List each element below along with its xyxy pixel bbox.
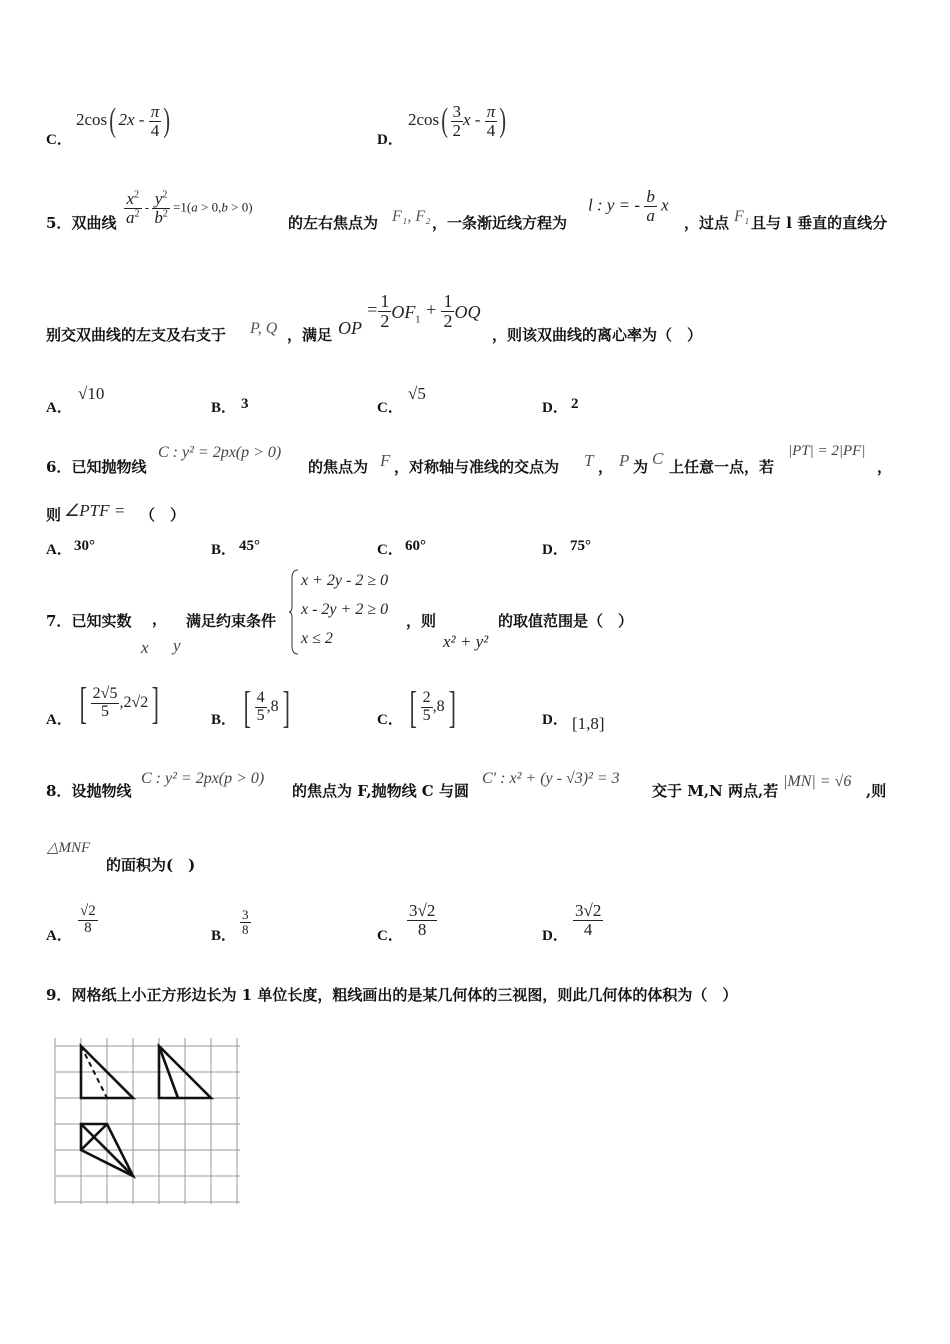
q5-option-d-label: D．: [542, 400, 568, 416]
q5-text-3: ，一条渐近线方程为: [432, 214, 568, 232]
q6-t: T: [584, 451, 594, 470]
q5-option-a-value: √10: [78, 384, 105, 403]
q5-asymptote: l : y = - $\frac{b}{a}$ x: [588, 187, 669, 225]
q5-text-4: ，过点: [684, 214, 730, 232]
q8-option-a-value: $\frac{√2}{8}$: [80, 903, 96, 936]
q8-options: [46, 900, 746, 954]
q6-text: 则: [46, 506, 62, 524]
q6-text: 已知抛物线: [71, 458, 147, 476]
q7-option-b-label: B．: [211, 712, 237, 728]
q8-text-5: 的面积为( ): [106, 856, 196, 874]
q7-line1: [46, 610, 131, 631]
question-number: 8．: [46, 782, 72, 800]
question-number: 6．: [46, 458, 72, 476]
q6-f: F: [380, 451, 391, 470]
q6-option-b-value: 45°: [239, 538, 260, 554]
q5-f1: F₁: [734, 208, 750, 225]
question-number: 9．: [46, 986, 72, 1004]
q8-text: 设抛物线: [71, 782, 132, 800]
prev-option-c-expr: 2cos( 2x - $\frac{\pi}{4}$ ): [76, 101, 171, 140]
q7-option-a-label: A．: [46, 712, 72, 728]
q6-option-d-value: 75°: [570, 538, 591, 554]
q7-text-2: ，: [152, 610, 168, 628]
q5-text-7: ，满足: [287, 326, 333, 344]
q5-text: 的左右焦点为: [288, 214, 379, 232]
q8-line1: [46, 780, 131, 801]
q6-p: P: [619, 451, 630, 470]
q6-text-3: ，对称轴与准线的交点为: [394, 458, 560, 476]
three-view-figure: [50, 1028, 244, 1212]
q6-option-a-value: 30°: [74, 538, 95, 554]
q7-var-x: x: [141, 638, 149, 657]
q9-line1: [46, 984, 737, 1005]
q5-text: 双曲线: [71, 214, 117, 232]
q7-constraint-3: x ≤ 2: [301, 630, 333, 647]
q7-text: 已知实数: [71, 612, 132, 630]
q8-text-3: 交于 M,N 两点,若: [652, 782, 779, 800]
option-label: C．: [46, 132, 72, 148]
q6-text-9: （ ）: [140, 506, 186, 524]
q7-option-a-value: [ $\frac{2√5}{5}$ ,2√2]: [79, 679, 160, 728]
q7-target: x² + y²: [443, 632, 489, 651]
question-number: 7．: [46, 612, 72, 630]
q7-option-b-value: [ $\frac{4}{5}$ ,8]: [243, 683, 290, 732]
q5-text-6: 别交双曲线的左支及右支于: [46, 326, 227, 344]
q8-option-c-label: C．: [377, 928, 403, 944]
q5-text-8: ，则该双曲线的离心率为（ ）: [492, 326, 703, 344]
q6-angle: ∠PTF =: [64, 501, 126, 520]
q5-text-5: 且与 l 垂直的直线分: [751, 214, 888, 232]
q6-option-c-label: C．: [377, 542, 403, 558]
q9-text: 网格纸上小正方形边长为 1 单位长度，粗线画出的是某几何体的三视图，则此几何体的体积为（ ）: [71, 986, 738, 1004]
q5-line1: [46, 186, 116, 236]
q5-vector-eq: OP = $\frac{1}{2}$ $OF_1$ + $\frac{1}{2}$ OQ: [338, 291, 481, 338]
q5-option-a-label: A．: [46, 400, 72, 416]
q8-option-c-value: $\frac{3√2}{8}$: [409, 901, 436, 939]
option-label: D．: [377, 132, 403, 148]
q6-text-6: 上任意一点，若: [669, 458, 775, 476]
q7-option-d-value: [1,8]: [572, 714, 605, 733]
q6-option-b-label: B．: [211, 542, 237, 558]
q8-circle-eq: C′ : x² + (y - √3)² = 3: [482, 770, 620, 787]
view-outlines: [81, 1046, 211, 1176]
q7-option-c-label: C．: [377, 712, 403, 728]
question-number: 5．: [46, 214, 72, 232]
q5-hyperbola-eq: $\frac{x^2}{a^2}$ - $\frac{y^2}{b^2}$ =1(a > 0,b > 0): [126, 189, 253, 227]
q6-line2: [46, 504, 61, 525]
q8-triangle: △MNF: [47, 840, 91, 856]
q7-constraint-brace: [288, 568, 300, 660]
q8-parabola-eq: C : y² = 2px(p > 0): [141, 770, 265, 787]
q6-text-5: 为: [633, 458, 649, 476]
q5-option-b-value: 3: [241, 396, 249, 412]
q6-text-4: ，: [598, 458, 614, 476]
three-view-grid: [50, 1028, 244, 1208]
q5-options: [46, 382, 746, 418]
q5-text-2: [288, 212, 378, 233]
q7-var-y: y: [173, 636, 181, 655]
q5-option-c-label: C．: [377, 400, 403, 416]
grid-lines: [55, 1038, 240, 1204]
q7-text-5: 的取值范围是（ ）: [498, 612, 634, 630]
q5-option-c-value: √5: [408, 384, 426, 403]
q8-text-2: 的焦点为 F,抛物线 C 与圆: [292, 782, 469, 800]
q5-foci: F₁, F₂: [392, 208, 431, 225]
q8-option-a-label: A．: [46, 928, 72, 944]
q6-option-d-label: D．: [542, 542, 568, 558]
q6-line1: [46, 456, 146, 477]
q6-options: [46, 538, 746, 560]
q7-text-3: 满足约束条件: [186, 612, 277, 630]
q8-option-b-label: B．: [211, 928, 237, 944]
q6-c: C: [652, 449, 664, 468]
q6-option-a-label: A．: [46, 542, 72, 558]
q8-text-4: ,则: [866, 782, 887, 800]
q7-text-4: ，则: [406, 612, 437, 630]
q5-pq: P, Q: [250, 320, 278, 337]
q6-condition: |PT| = 2|PF|: [788, 443, 866, 459]
q5-option-b-label: B．: [211, 400, 237, 416]
q6-parabola-eq: C : y² = 2px(p > 0): [158, 444, 282, 461]
prev-option-d-expr: 2cos( $\frac{3}{2}$ x - $\frac{\pi}{4}$ ): [408, 101, 507, 140]
q6-text-2: 的焦点为: [308, 458, 369, 476]
prev-option-c: [46, 108, 72, 148]
q7-constraint-1: x + 2y - 2 ≥ 0: [301, 572, 389, 589]
q8-option-d-label: D．: [542, 928, 568, 944]
q7-options: [46, 676, 746, 746]
q5-option-d-value: 2: [571, 396, 579, 412]
q8-option-b-value: $\frac{3}{8}$: [242, 907, 249, 937]
q8-option-d-value: $\frac{3√2}{4}$: [575, 901, 602, 939]
q6-text-7: ，: [877, 458, 893, 476]
prev-option-d: [377, 128, 403, 149]
brace-icon: [288, 568, 300, 656]
q7-constraint-2: x - 2y + 2 ≥ 0: [301, 601, 389, 618]
q7-option-d-label: D．: [542, 712, 568, 728]
q6-option-c-value: 60°: [405, 538, 426, 554]
q8-mn: |MN| = √6: [783, 773, 852, 790]
q7-option-c-value: [ $\frac{2}{5}$ ,8]: [409, 683, 456, 732]
